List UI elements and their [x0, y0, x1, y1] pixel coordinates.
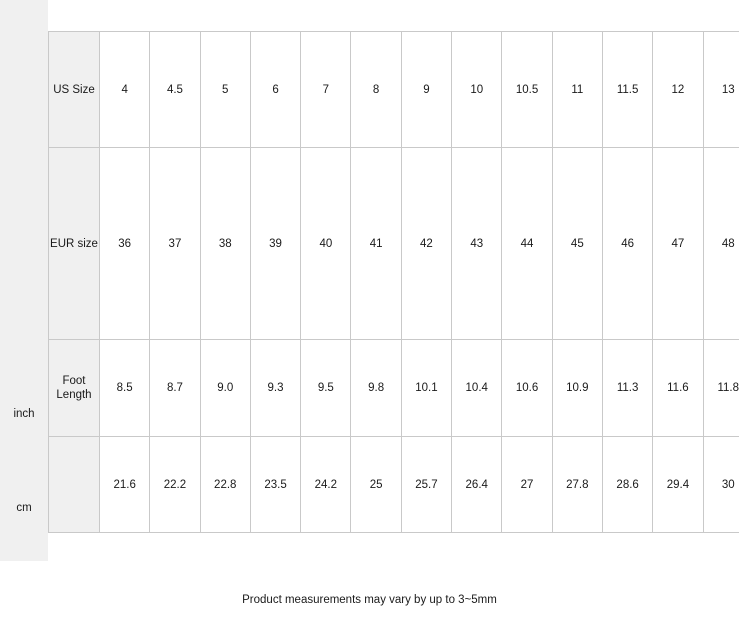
- cell-us-size-9: 10.5: [502, 32, 552, 148]
- cell-inch-10: 10.9: [552, 340, 602, 437]
- cell-inch-11: 11.3: [602, 340, 652, 437]
- table-row: [49, 437, 739, 533]
- cell-us-size-12: 12: [653, 32, 703, 148]
- cell-inch-1: 8.5: [100, 340, 150, 437]
- cell-cm-11: 28.6: [602, 437, 652, 533]
- cell-eur-size-11: 46: [602, 148, 652, 340]
- row-label-foot-length: Foot Length: [49, 340, 100, 437]
- cell-cm-13: 30: [703, 437, 739, 533]
- cell-us-size-7: 9: [401, 32, 451, 148]
- table-row: [49, 148, 739, 340]
- measurement-footnote: Product measurements may vary by up to 3~5mm: [242, 594, 497, 606]
- cell-eur-size-6: 41: [351, 148, 401, 340]
- cell-us-size-11: 11.5: [602, 32, 652, 148]
- cell-cm-3: 22.8: [200, 437, 250, 533]
- cell-cm-4: 23.5: [250, 437, 300, 533]
- cell-inch-4: 9.3: [250, 340, 300, 437]
- row-label-us-size: US Size: [49, 32, 100, 148]
- cell-cm-2: 22.2: [150, 437, 200, 533]
- cell-eur-size-13: 48: [703, 148, 739, 340]
- cell-us-size-13: 13: [703, 32, 739, 148]
- cell-inch-9: 10.6: [502, 340, 552, 437]
- cell-inch-3: 9.0: [200, 340, 250, 437]
- cell-eur-size-12: 47: [653, 148, 703, 340]
- cell-eur-size-5: 40: [301, 148, 351, 340]
- cell-us-size-2: 4.5: [150, 32, 200, 148]
- cell-cm-7: 25.7: [401, 437, 451, 533]
- cell-inch-5: 9.5: [301, 340, 351, 437]
- unit-label-inch: inch: [13, 408, 35, 420]
- cell-cm-9: 27: [502, 437, 552, 533]
- cell-eur-size-8: 43: [452, 148, 502, 340]
- cell-us-size-10: 11: [552, 32, 602, 148]
- cell-cm-1: 21.6: [100, 437, 150, 533]
- cell-inch-7: 10.1: [401, 340, 451, 437]
- table-row: [49, 32, 739, 148]
- size-table: [48, 31, 739, 533]
- unit-label-cm: cm: [16, 502, 32, 514]
- row-label-eur-size: EUR size: [49, 148, 100, 340]
- cell-us-size-6: 8: [351, 32, 401, 148]
- cell-eur-size-7: 42: [401, 148, 451, 340]
- cell-eur-size-10: 45: [552, 148, 602, 340]
- cell-us-size-5: 7: [301, 32, 351, 148]
- cell-eur-size-1: 36: [100, 148, 150, 340]
- cell-inch-13: 11.8: [703, 340, 739, 437]
- cell-eur-size-3: 38: [200, 148, 250, 340]
- cell-us-size-1: 4: [100, 32, 150, 148]
- cell-inch-2: 8.7: [150, 340, 200, 437]
- cell-cm-6: 25: [351, 437, 401, 533]
- cell-inch-12: 11.6: [653, 340, 703, 437]
- cell-cm-8: 26.4: [452, 437, 502, 533]
- cell-cm-5: 24.2: [301, 437, 351, 533]
- cell-eur-size-2: 37: [150, 148, 200, 340]
- cell-us-size-3: 5: [200, 32, 250, 148]
- table-row: [49, 340, 739, 437]
- cell-cm-12: 29.4: [653, 437, 703, 533]
- cell-inch-6: 9.8: [351, 340, 401, 437]
- cell-eur-size-9: 44: [502, 148, 552, 340]
- unit-column-background: [0, 370, 48, 561]
- cell-inch-8: 10.4: [452, 340, 502, 437]
- cell-cm-10: 27.8: [552, 437, 602, 533]
- cell-us-size-4: 6: [250, 32, 300, 148]
- row-label-blank: [49, 437, 100, 533]
- cell-eur-size-4: 39: [250, 148, 300, 340]
- cell-us-size-8: 10: [452, 32, 502, 148]
